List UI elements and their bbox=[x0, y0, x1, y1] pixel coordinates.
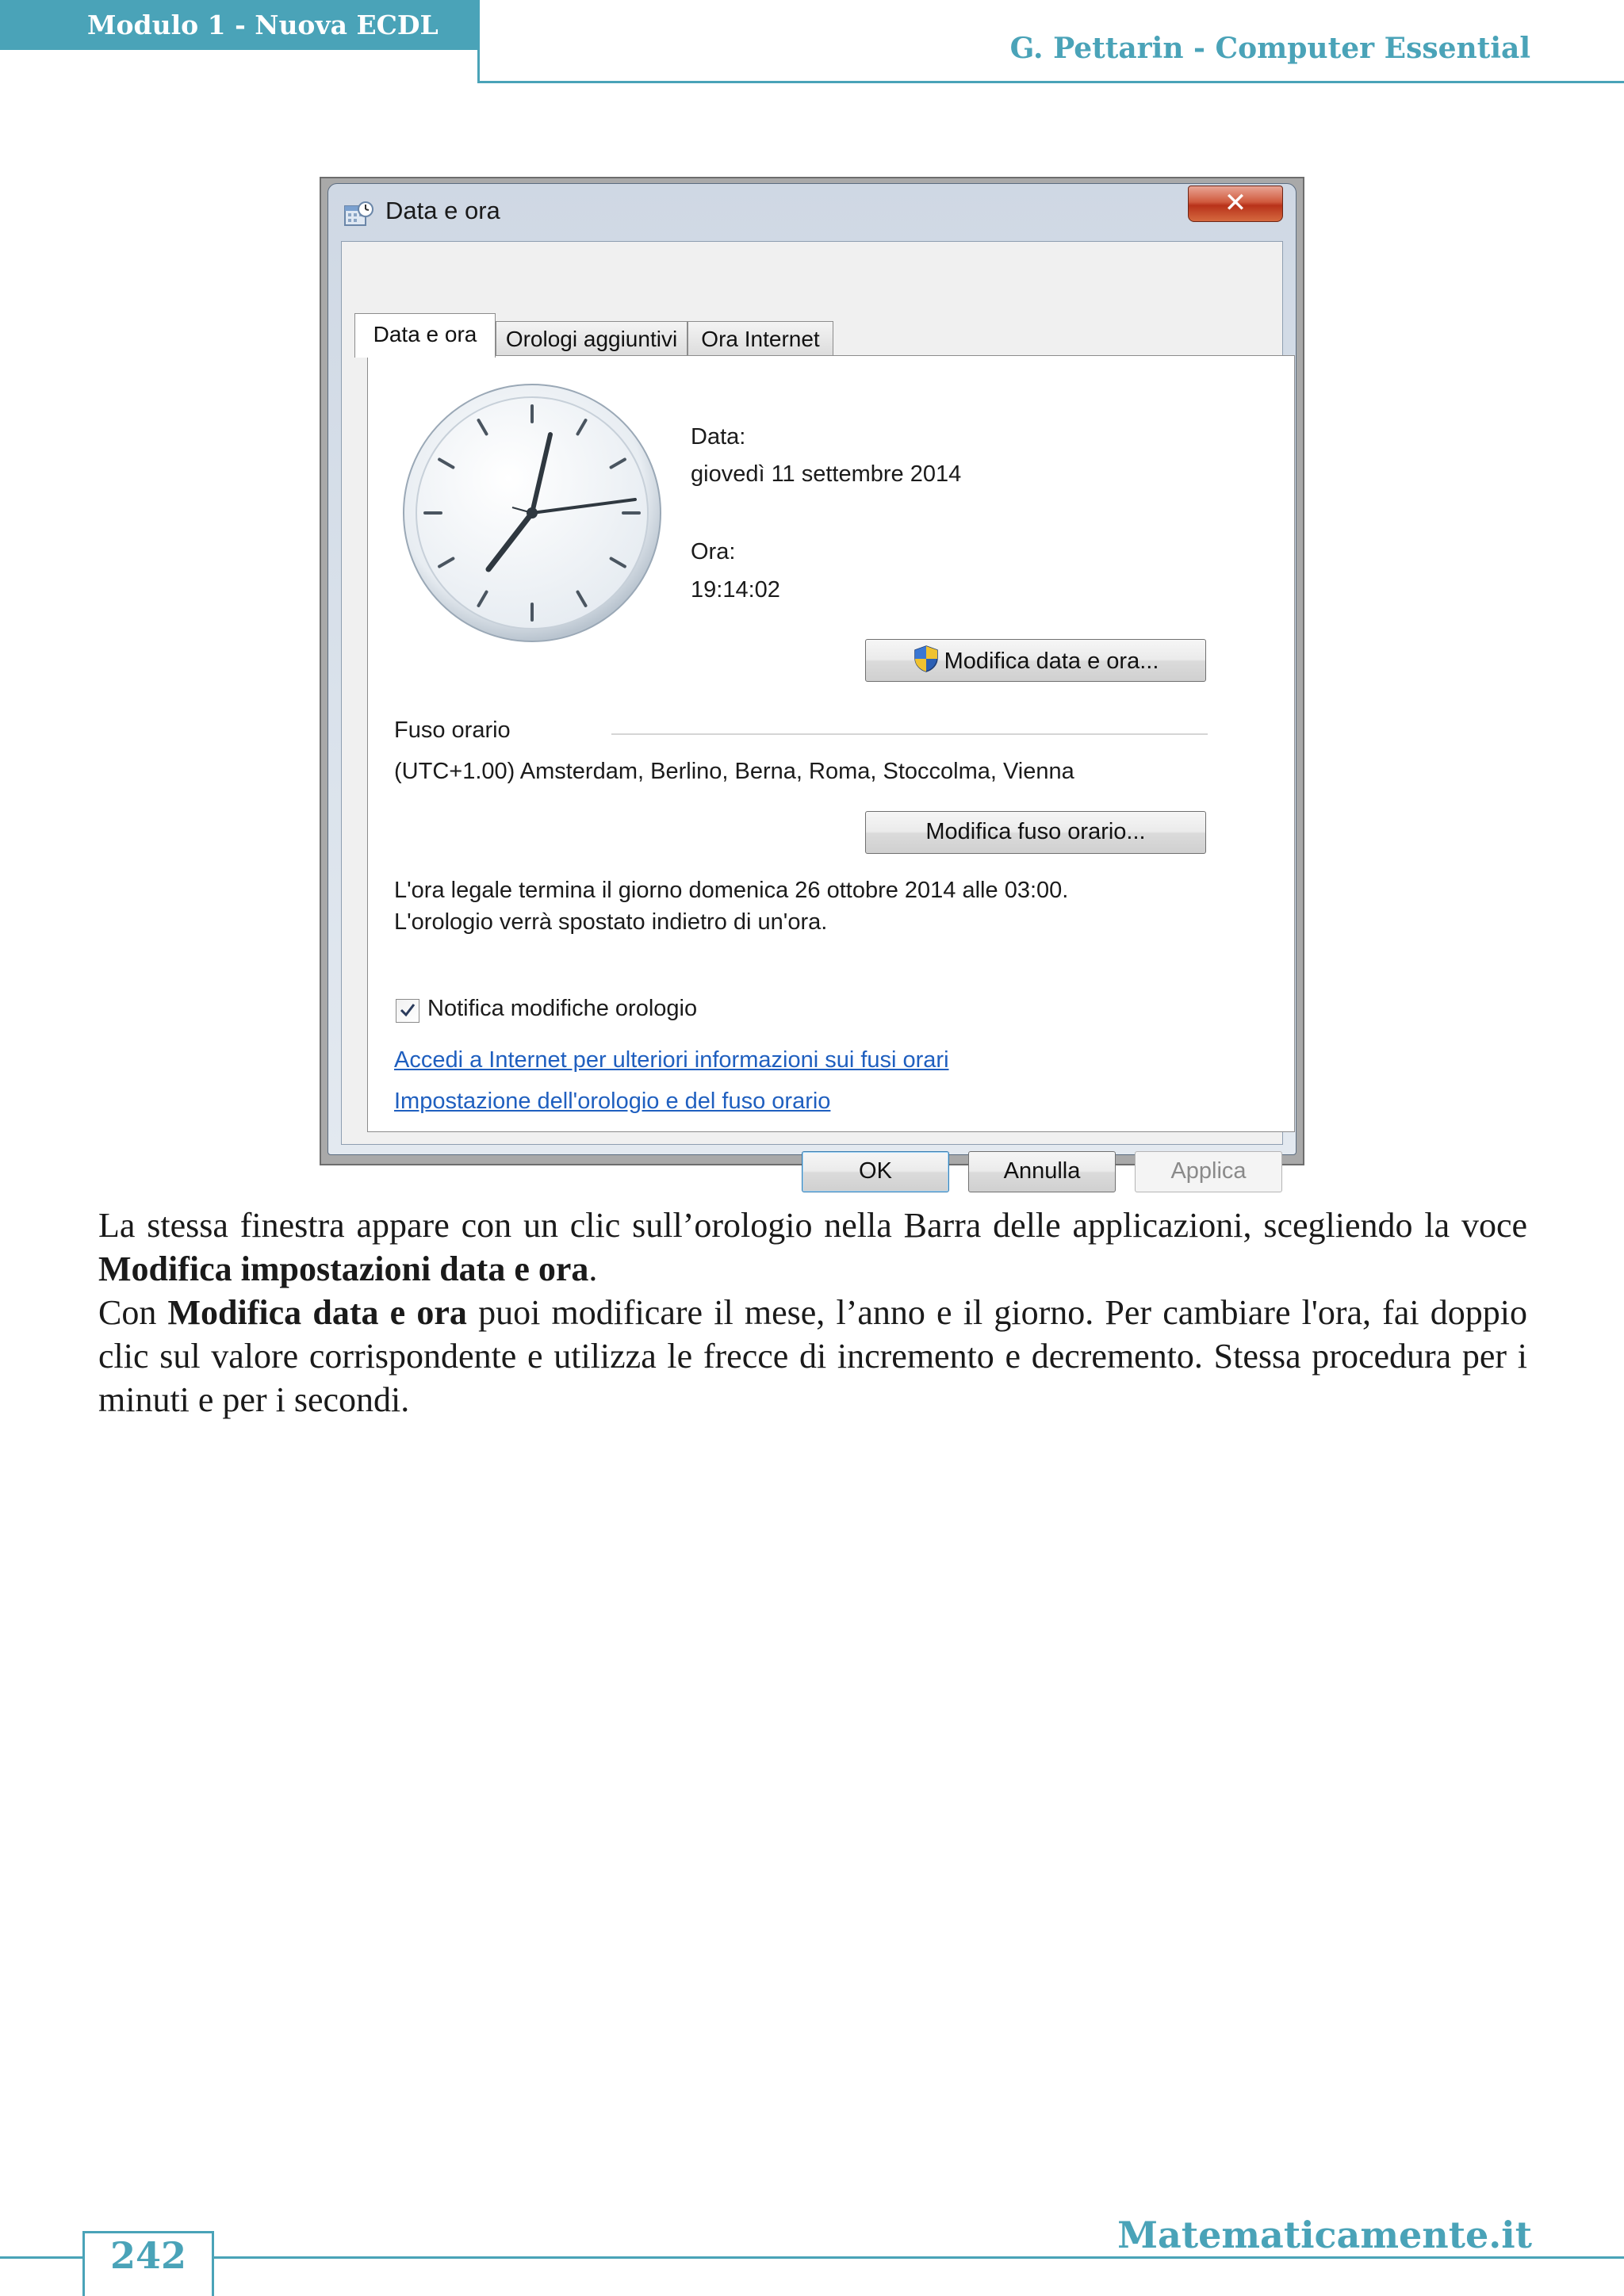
paragraph-2-bold: Modifica data e ora bbox=[167, 1293, 467, 1332]
tab-date-time[interactable]: Data e ora bbox=[354, 313, 496, 358]
timezone-separator bbox=[611, 733, 1208, 736]
change-timezone-button[interactable]: Modifica fuso orario... bbox=[865, 811, 1206, 854]
ok-button[interactable]: OK bbox=[802, 1151, 949, 1192]
paragraph-1-text-a: La stessa finestra appare con un clic sull’orologio nella Barra delle applicazioni, scegliendo la voce bbox=[98, 1206, 1527, 1245]
page-number: 242 bbox=[109, 2234, 187, 2277]
notify-checkbox[interactable] bbox=[396, 999, 419, 1023]
dialog-client-area bbox=[341, 241, 1283, 1184]
dst-info-line2: L'orologio verrà spostato indietro di un'ora. bbox=[394, 909, 828, 935]
footer-divider bbox=[0, 2256, 1624, 2259]
date-time-window bbox=[327, 183, 1297, 1184]
checkmark-icon bbox=[398, 1001, 417, 1020]
analog-clock-icon bbox=[401, 382, 663, 644]
notify-checkbox-label[interactable]: Notifica modifiche orologio bbox=[427, 996, 698, 1021]
paragraph-1 bbox=[98, 1203, 1527, 1291]
uac-shield-icon bbox=[913, 645, 940, 673]
date-label: Data: bbox=[691, 424, 746, 450]
header-divider-vertical bbox=[477, 0, 480, 83]
change-date-time-button[interactable] bbox=[865, 639, 1206, 682]
tab-internet-time[interactable]: Ora Internet bbox=[688, 321, 833, 356]
time-value: 19:14:02 bbox=[691, 577, 780, 603]
header-divider-horizontal bbox=[477, 81, 1624, 83]
apply-button[interactable]: Applica bbox=[1135, 1151, 1282, 1192]
close-button[interactable] bbox=[1188, 186, 1283, 222]
paragraph-1-text-c: . bbox=[588, 1249, 598, 1288]
link-clock-settings-help[interactable]: Impostazione dell'orologio e del fuso orario bbox=[394, 1089, 831, 1114]
module-label: Modulo 1 - Nuova ECDL bbox=[0, 0, 477, 50]
timezone-label: Fuso orario bbox=[394, 718, 511, 743]
date-value: giovedì 11 settembre 2014 bbox=[691, 461, 962, 487]
book-title: G. Pettarin - Computer Essential bbox=[1009, 32, 1530, 65]
paragraph-1-bold: Modifica impostazioni data e ora bbox=[98, 1249, 589, 1288]
dialog-screenshot bbox=[320, 177, 1304, 1184]
cancel-button[interactable]: Annulla bbox=[968, 1151, 1116, 1192]
date-time-app-icon bbox=[343, 200, 374, 228]
window-title: Data e ora bbox=[385, 197, 500, 224]
paragraph-2 bbox=[98, 1291, 1527, 1422]
site-name: Matematicamente.it bbox=[1117, 2214, 1532, 2256]
paragraph-2-text-c: puoi modificare il mese, l’anno e il giorno. Per cambiare l'ora, fai doppio clic sul valore corrispondente e utilizza le frecce di incremento e decremento. Stessa procedura per i minuti e per i secondi. bbox=[98, 1293, 1527, 1419]
change-date-time-label: Modifica data e ora... bbox=[944, 649, 1159, 674]
dst-info-line1: L'ora legale termina il giorno domenica 26 ottobre 2014 alle 03:00. bbox=[394, 878, 1069, 903]
paragraph-2-text-a: Con bbox=[98, 1293, 168, 1332]
tab-additional-clocks[interactable]: Orologi aggiuntivi bbox=[496, 321, 688, 356]
timezone-value: (UTC+1.00) Amsterdam, Berlino, Berna, Roma, Stoccolma, Vienna bbox=[394, 759, 1074, 784]
time-label: Ora: bbox=[691, 539, 736, 564]
close-icon: ✕ bbox=[1224, 187, 1247, 219]
link-timezone-info[interactable]: Accedi a Internet per ulteriori informazioni sui fusi orari bbox=[394, 1047, 949, 1073]
